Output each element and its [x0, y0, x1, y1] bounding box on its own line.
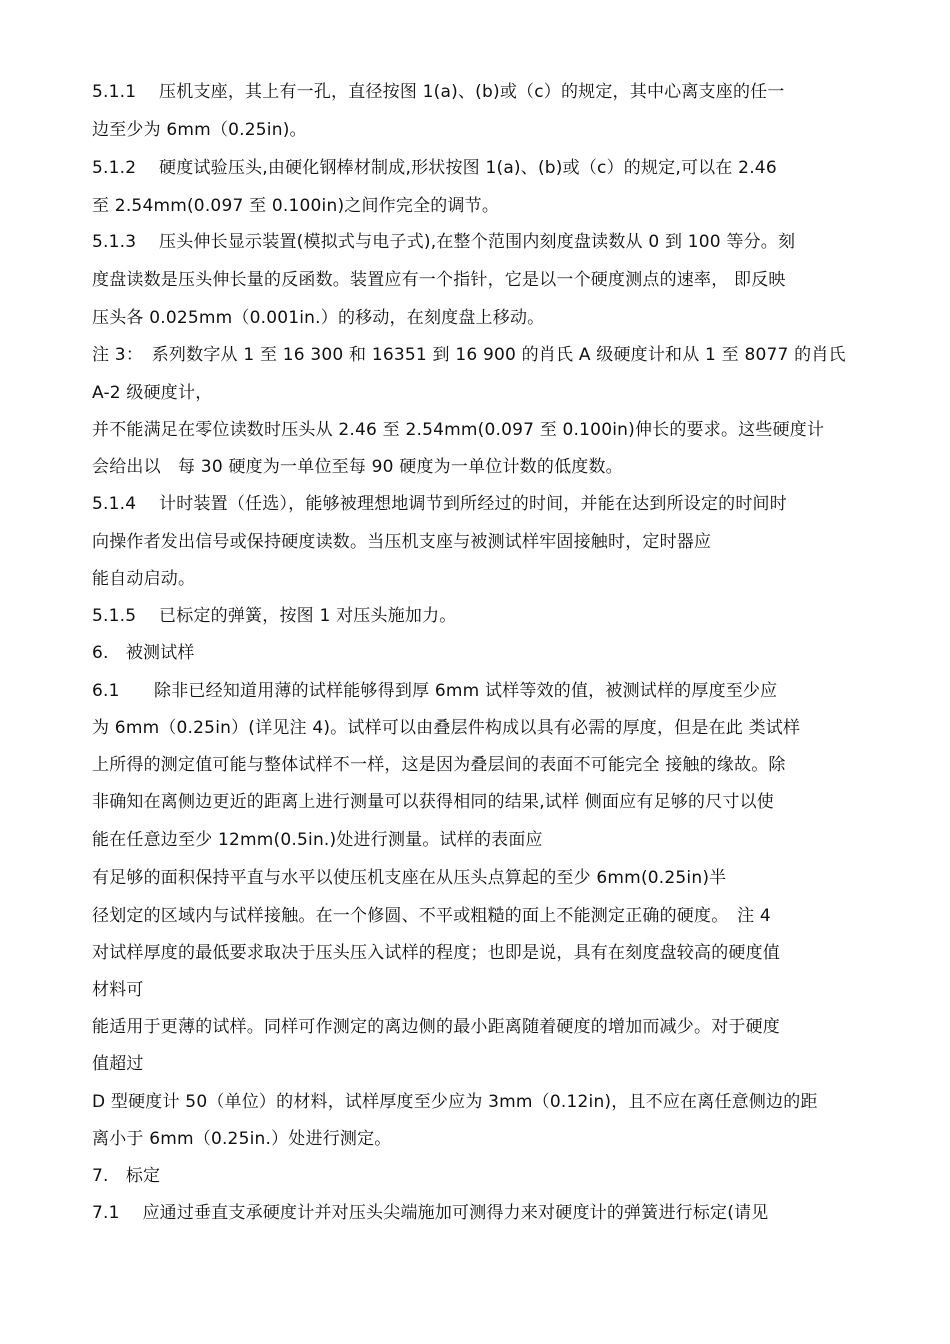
- text-line: 离小于 6mm（0.25in.）处进行测定。: [92, 1129, 392, 1149]
- text-line: 会给出以 每 30 硬度为一单位至每 90 硬度为一单位计数的低度数。: [92, 457, 623, 477]
- text-line: 5.1.1 压机支座，其上有一孔，直径按图 1(a)、(b)或（c）的规定，其中心离支座的任一: [92, 82, 785, 102]
- text-line: 值超过: [92, 1054, 144, 1074]
- text-line: 边至少为 6mm（0.25in)。: [92, 120, 307, 140]
- section-heading: 6. 被测试样: [92, 643, 195, 663]
- text-line: 能自动启动。: [92, 569, 196, 589]
- text-line: 能适用于更薄的试样。同样可作测定的离边侧的最小距离随着硬度的增加而减少。对于硬度: [92, 1017, 780, 1037]
- text-line: 有足够的面积保持平直与水平以使压机支座在从压头点算起的至少 6mm(0.25in)半: [92, 868, 727, 888]
- text-line: D 型硬度计 50（单位）的材料，试样厚度至少应为 3mm（0.12in)，且不应在离任意侧边的距: [92, 1092, 818, 1112]
- text-line: 5.1.5 已标定的弹簧，按图 1 对压头施加力。: [92, 606, 457, 626]
- text-line: 注 3： 系列数字从 1 至 16 300 和 16351 到 16 900 的肖氏 A 级硬度计和从 1 至 8077 的肖氏: [92, 345, 846, 365]
- text-line: 对试样厚度的最低要求取决于压头压入试样的程度；也即是说，具有在刻度盘较高的硬度值: [92, 943, 780, 963]
- text-line: 5.1.2 硬度试验压头,由硬化钢棒材制成,形状按图 1(a)、(b)或（c）的规定,可以在 2.46: [92, 158, 777, 178]
- text-line: 向操作者发出信号或保持硬度读数。当压机支座与被测试样牢固接触时，定时器应: [92, 532, 712, 552]
- text-line: 度盘读数是压头伸长量的反函数。装置应有一个指针，它是以一个硬度测点的速率， 即反映: [92, 270, 786, 290]
- text-line: 至 2.54mm(0.097 至 0.100in)之间作完全的调节。: [92, 196, 500, 216]
- text-line: 为 6mm（0.25in）(详见注 4)。试样可以由叠层件构成以具有必需的厚度，但是在此 类试样: [92, 718, 801, 738]
- text-line: 5.1.3 压头伸长显示装置(模拟式与电子式),在整个范围内刻度盘读数从 0 到 100 等分。刻: [92, 232, 796, 252]
- text-line: 径划定的区域内与试样接触。在一个修圆、不平或粗糙的面上不能测定正确的硬度。 注 4: [92, 906, 771, 926]
- text-line: A-2 级硬度计，: [92, 383, 213, 403]
- text-line: 上所得的测定值可能与整体试样不一样，这是因为叠层间的表面不可能完全 接触的缘故。除: [92, 755, 786, 775]
- text-line: 6.1 除非已经知道用薄的试样能够得到厚 6mm 试样等效的值，被测试样的厚度至少应: [92, 681, 778, 701]
- text-line: 材料可: [92, 980, 144, 1000]
- text-line: 7.1 应通过垂直支承硬度计并对压头尖端施加可测得力来对硬度计的弹簧进行标定(请见: [92, 1203, 769, 1223]
- text-line: 压头各 0.025mm（0.001in.）的移动，在刻度盘上移动。: [92, 308, 545, 328]
- section-heading: 7. 标定: [92, 1166, 161, 1186]
- text-line: 能在任意边至少 12mm(0.5in.)处进行测量。试样的表面应: [92, 830, 543, 850]
- text-line: 5.1.4 计时装置（任选），能够被理想地调节到所经过的时间，并能在达到所设定的时间时: [92, 494, 787, 514]
- text-line: 并不能满足在零位读数时压头从 2.46 至 2.54mm(0.097 至 0.100in)伸长的要求。这些硬度计: [92, 420, 825, 440]
- text-line: 非确知在离侧边更近的距离上进行测量可以获得相同的结果,试样 侧面应有足够的尺寸以使: [92, 792, 775, 812]
